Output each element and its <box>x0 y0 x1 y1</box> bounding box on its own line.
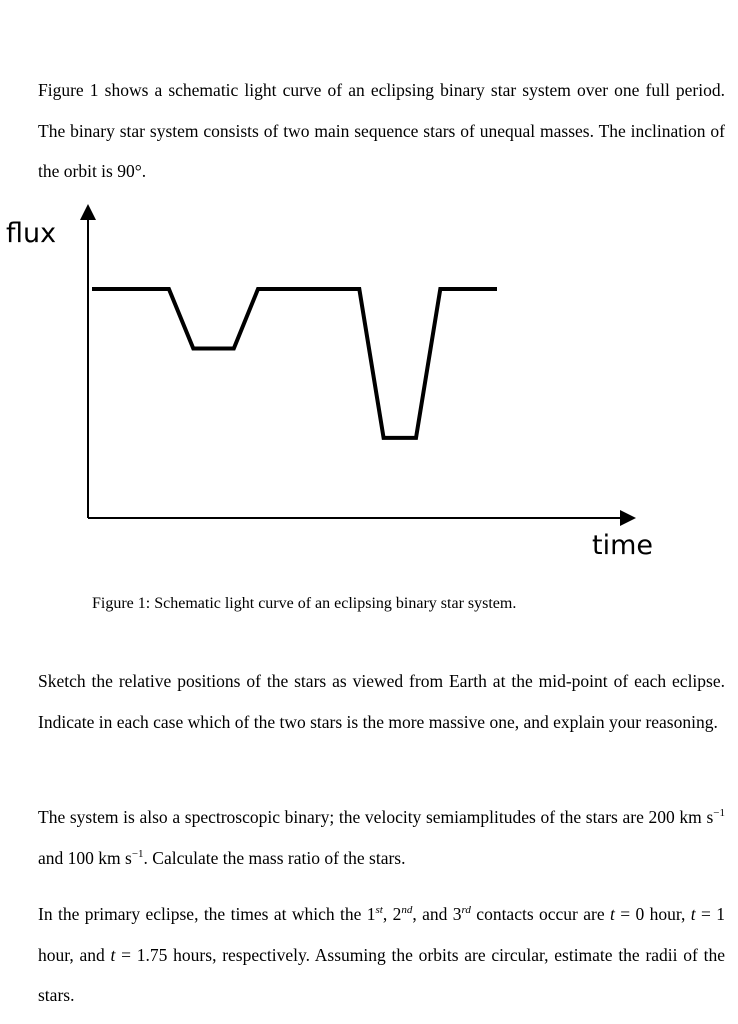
mass-ratio-question <box>38 797 725 878</box>
p4-sup2: nd <box>401 904 413 917</box>
light-curve-line <box>92 289 497 438</box>
y-axis-label: flux <box>6 218 57 249</box>
sketch-question <box>38 661 725 742</box>
p3-part1: The system is also a spectroscopic binary; the velocity semiamplitudes of the stars are 200 km s <box>38 807 714 827</box>
p4-sup1: st <box>375 904 383 917</box>
figure-caption: Figure 1: Schematic light curve of an eclipsing binary star system. <box>92 595 517 612</box>
intro-paragraph <box>38 70 725 192</box>
p4-part5: = 0 hour, <box>614 904 691 924</box>
radii-question <box>38 894 725 1016</box>
p4-part1: In the primary eclipse, the times at which the 1 <box>38 904 376 924</box>
light-curve-figure <box>0 195 738 535</box>
sketch-question-text: Sketch the relative positions of the stars as viewed from Earth at the mid-point of each eclipse. Indicate in each case which of the two stars is the more massive one, and explain your reasoning. <box>38 671 725 732</box>
x-axis-label: time <box>592 530 654 561</box>
intro-text: Figure 1 shows a schematic light curve of an eclipsing binary star system over one full period. The binary star system consists of two main sequence stars of unequal masses. The inclination of the orbit is 90°. <box>38 80 725 181</box>
p4-t1: t <box>610 904 615 924</box>
p3-part3: . Calculate the mass ratio of the stars. <box>143 847 406 868</box>
p3-sup1: −1 <box>713 807 725 820</box>
p4-part3: , and 3 <box>412 904 462 924</box>
p3-part2: and 100 km s <box>38 847 132 868</box>
p4-t3: t <box>110 944 116 965</box>
p4-part7: = 1.75 hours, respectively. Assuming the orbits are circular, estimate the radii of the stars. <box>38 944 725 1005</box>
p4-part4: contacts occur are <box>470 904 610 924</box>
p3-sup2: −1 <box>131 847 144 860</box>
p4-t2: t <box>690 904 696 924</box>
p4-part6: = 1 hour, and <box>38 904 726 965</box>
p4-sup3: rd <box>461 904 471 917</box>
p4-part2: , 2 <box>382 904 402 924</box>
